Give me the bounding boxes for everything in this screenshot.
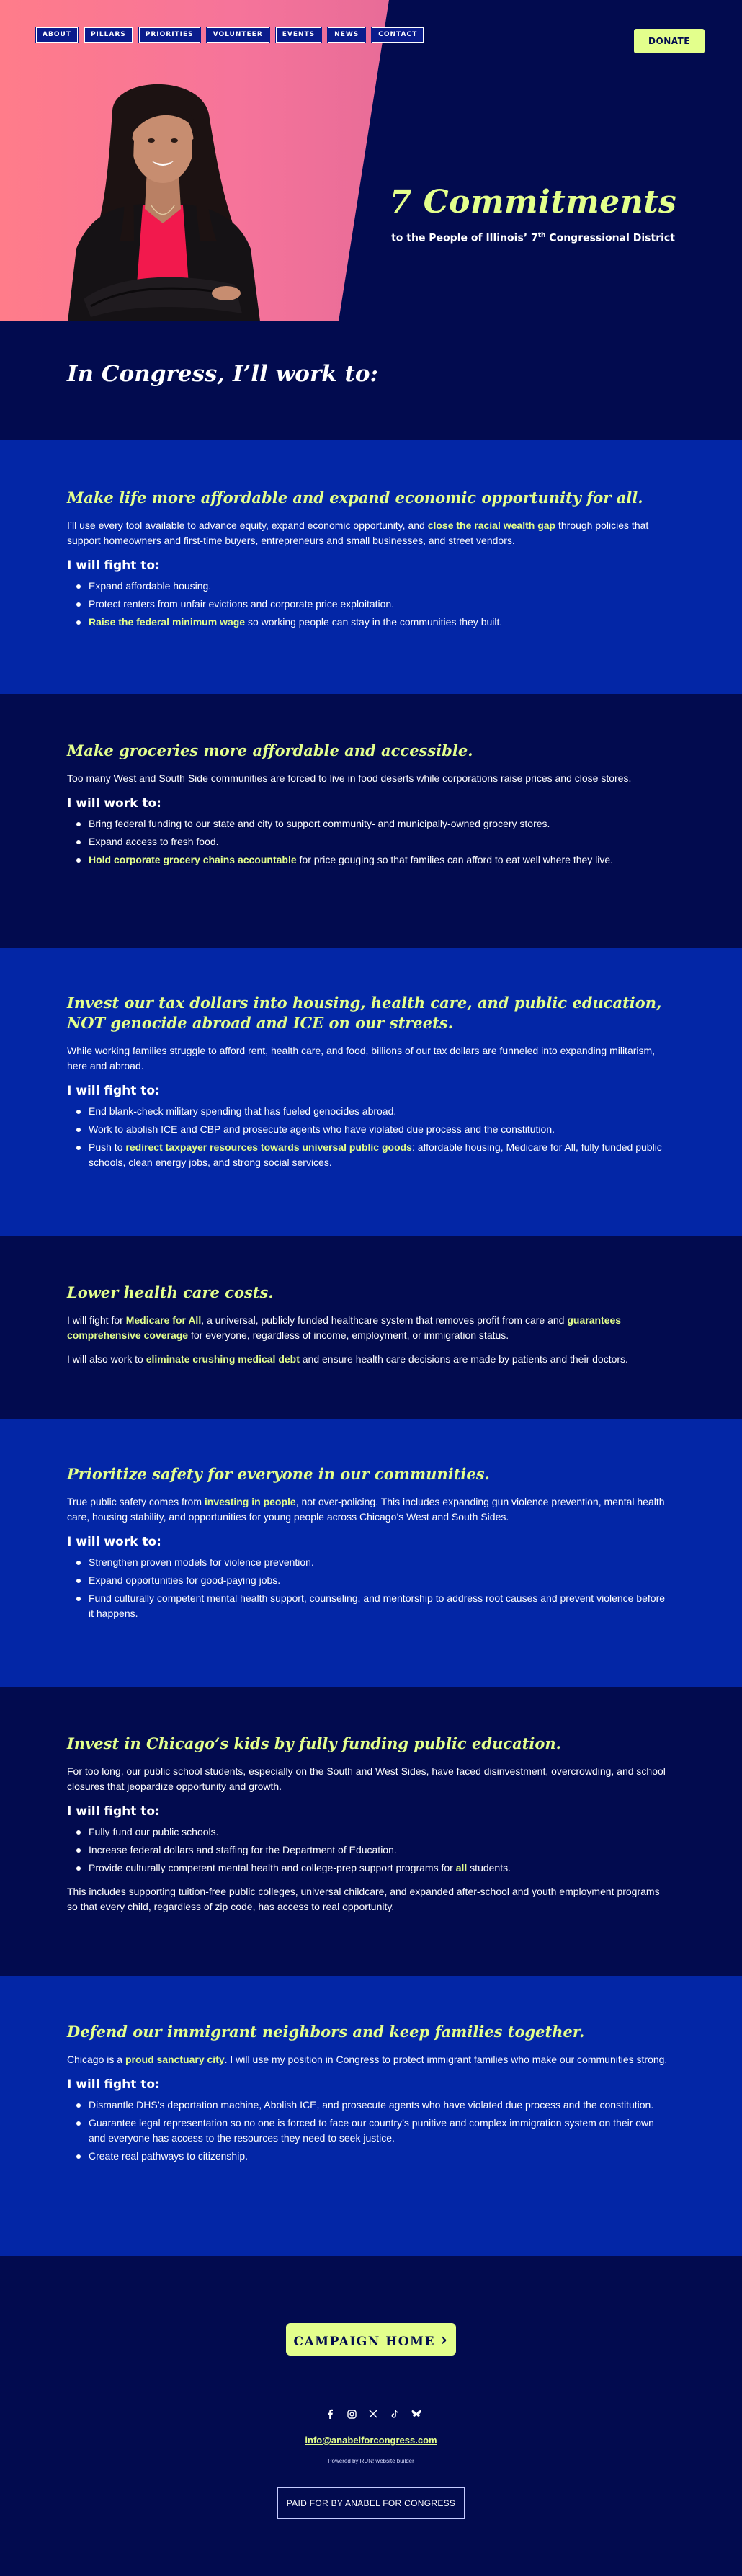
hero-title: 7 Commitments xyxy=(389,184,677,220)
commitment-list xyxy=(67,1824,670,1876)
section-title: Lower health care costs. xyxy=(67,1283,274,1301)
commitment-immigration xyxy=(0,1976,742,2256)
main-nav xyxy=(36,27,424,43)
section-title: Invest in Chicago’s kids by fully funding public education. xyxy=(67,1734,561,1752)
list-item: Provide culturally competent mental health and college-prep support programs for all students. xyxy=(89,1860,670,1876)
nav-events[interactable]: EVENTS xyxy=(276,27,321,43)
section-title: Make life more affordable and expand economic opportunity for all. xyxy=(67,489,643,507)
section-title: Prioritize safety for everyone in our communities. xyxy=(67,1465,490,1483)
list-item: Dismantle DHS’s deportation machine, Abolish ICE, and prosecute agents who have violated due process and the constitution. xyxy=(89,2098,670,2113)
section-title: Defend our immigrant neighbors and keep families together. xyxy=(67,2023,585,2041)
nav-about[interactable]: ABOUT xyxy=(36,27,78,43)
commitment-list xyxy=(67,816,670,868)
section-title: Make groceries more affordable and accessible. xyxy=(67,741,473,759)
list-item: Create real pathways to citizenship. xyxy=(89,2149,670,2164)
commitment-affordability xyxy=(0,440,742,694)
nav-news[interactable]: NEWS xyxy=(328,27,365,43)
section-text: I’ll use every tool available to advance equity, expand economic opportunity, and close the racial wealth gap through policies that support homeowners and first-time buyers, entrepreneurs and small businesses, and street vendors. xyxy=(67,520,649,546)
tiktok-icon[interactable] xyxy=(389,2408,401,2420)
fight-heading: I will fight to: xyxy=(67,558,160,573)
commitment-education xyxy=(0,1687,742,1976)
list-item: Bring federal funding to our state and city to support community- and municipally-owned grocery stores. xyxy=(89,816,670,832)
section-text: Too many West and South Side communities are forced to live in food deserts while corporations raise prices and close stores. xyxy=(67,772,632,784)
list-item: Work to abolish ICE and CBP and prosecute agents who have violated due process and the constitution. xyxy=(89,1122,670,1137)
chevron-right-icon: › xyxy=(440,2329,449,2350)
commitment-safety xyxy=(0,1419,742,1687)
list-item: End blank-check military spending that has fueled genocides abroad. xyxy=(89,1104,670,1119)
powered-by-text: Powered by RUN! website builder xyxy=(328,2458,414,2464)
commitment-list xyxy=(67,2098,670,2164)
intro-heading: In Congress, I’ll work to: xyxy=(67,361,378,387)
section-text: Chicago is a proud sanctuary city. I will use my position in Congress to protect immigrant families who make our communities strong. xyxy=(67,2054,668,2065)
campaign-home-button[interactable]: CAMPAIGN HOME › xyxy=(286,2323,456,2356)
commitment-list xyxy=(67,579,670,630)
commitment-groceries xyxy=(0,694,742,948)
fight-heading: I will fight to: xyxy=(67,1084,160,1098)
commitment-health-care xyxy=(0,1236,742,1419)
paid-for-disclaimer: PAID FOR BY ANABEL FOR CONGRESS xyxy=(277,2487,465,2519)
list-item: Fully fund our public schools. xyxy=(89,1824,670,1840)
section-text: For too long, our public school students, especially on the South and West Sides, have faced disinvestment, overcrowding, and school closures that jeopardize opportunity and growth. xyxy=(67,1765,666,1792)
social-links xyxy=(324,2408,422,2420)
contact-email-link[interactable]: info@anabelforcongress.com xyxy=(305,2435,437,2446)
intro xyxy=(0,321,742,440)
fight-heading: I will work to: xyxy=(67,796,161,811)
list-item: Push to redirect taxpayer resources towards universal public goods: affordable housing, Medicare for All, fully funded public schools, clean energy jobs, and strong social services. xyxy=(89,1140,670,1170)
list-item: Strengthen proven models for violence prevention. xyxy=(89,1555,670,1570)
commitment-list xyxy=(67,1104,670,1170)
list-item: Guarantee legal representation so no one is forced to face our country’s punitive and complex immigration system on their own and everyone has access to the resources they need to seek justice. xyxy=(89,2116,670,2146)
list-item: Expand affordable housing. xyxy=(89,579,670,594)
fight-heading: I will work to: xyxy=(67,1535,161,1549)
instagram-icon[interactable] xyxy=(346,2408,357,2420)
nav-volunteer[interactable]: VOLUNTEER xyxy=(207,27,269,43)
list-item: Increase federal dollars and staffing for the Department of Education. xyxy=(89,1842,670,1858)
list-item: Protect renters from unfair evictions and corporate price exploitation. xyxy=(89,597,670,612)
fight-heading: I will fight to: xyxy=(67,2077,160,2092)
bluesky-icon[interactable] xyxy=(411,2408,422,2420)
list-item: Raise the federal minimum wage so working people can stay in the communities they built. xyxy=(89,615,670,630)
list-item: Fund culturally competent mental health support, counseling, and mentorship to address root causes and prevent violence before it happens. xyxy=(89,1591,670,1621)
commitment-list xyxy=(67,1555,670,1621)
hero xyxy=(0,0,742,321)
list-item: Expand access to fresh food. xyxy=(89,834,670,850)
facebook-icon[interactable] xyxy=(324,2408,336,2420)
list-item: Expand opportunities for good-paying jobs. xyxy=(89,1573,670,1588)
x-icon[interactable] xyxy=(367,2408,379,2420)
list-item: Hold corporate grocery chains accountable for price gouging so that families can afford to eat well where they live. xyxy=(89,852,670,868)
section-text: This includes supporting tuition-free public colleges, universal childcare, and expanded after-school and youth employment programs so that every child, regardless of zip code, has access to real opportunity. xyxy=(67,1886,660,1912)
footer xyxy=(0,2256,742,2576)
hero-subtitle: to the People of Illinois’ 7th Congressional District xyxy=(391,232,675,244)
donate-button[interactable]: DONATE xyxy=(634,29,705,53)
nav-priorities[interactable]: PRIORITIES xyxy=(139,27,200,43)
section-text: I will also work to eliminate crushing medical debt and ensure health care decisions are made by patients and their doctors. xyxy=(67,1353,628,1365)
commitment-tax-dollars xyxy=(0,948,742,1236)
nav-contact[interactable]: CONTACT xyxy=(372,27,424,43)
section-text: True public safety comes from investing in people, not over-policing. This includes expanding gun violence prevention, mental health care, housing stability, and opportunities for young people across Chicago’s West and South Sides. xyxy=(67,1496,665,1523)
nav-pillars[interactable]: PILLARS xyxy=(84,27,133,43)
fight-heading: I will fight to: xyxy=(67,1804,160,1819)
section-text: I will fight for Medicare for All, a universal, publicly funded healthcare system that removes profit from care and guarantees comprehensive coverage for everyone, regardless of income, employment, or immigration status. xyxy=(67,1314,622,1341)
section-text: While working families struggle to afford rent, health care, and food, billions of our tax dollars are funneled into expanding militarism, here and abroad. xyxy=(67,1045,656,1071)
candidate-portrait xyxy=(62,68,264,321)
section-title: Invest our tax dollars into housing, health care, and public education, NOT genocide abroad and ICE on our streets. xyxy=(67,994,662,1032)
